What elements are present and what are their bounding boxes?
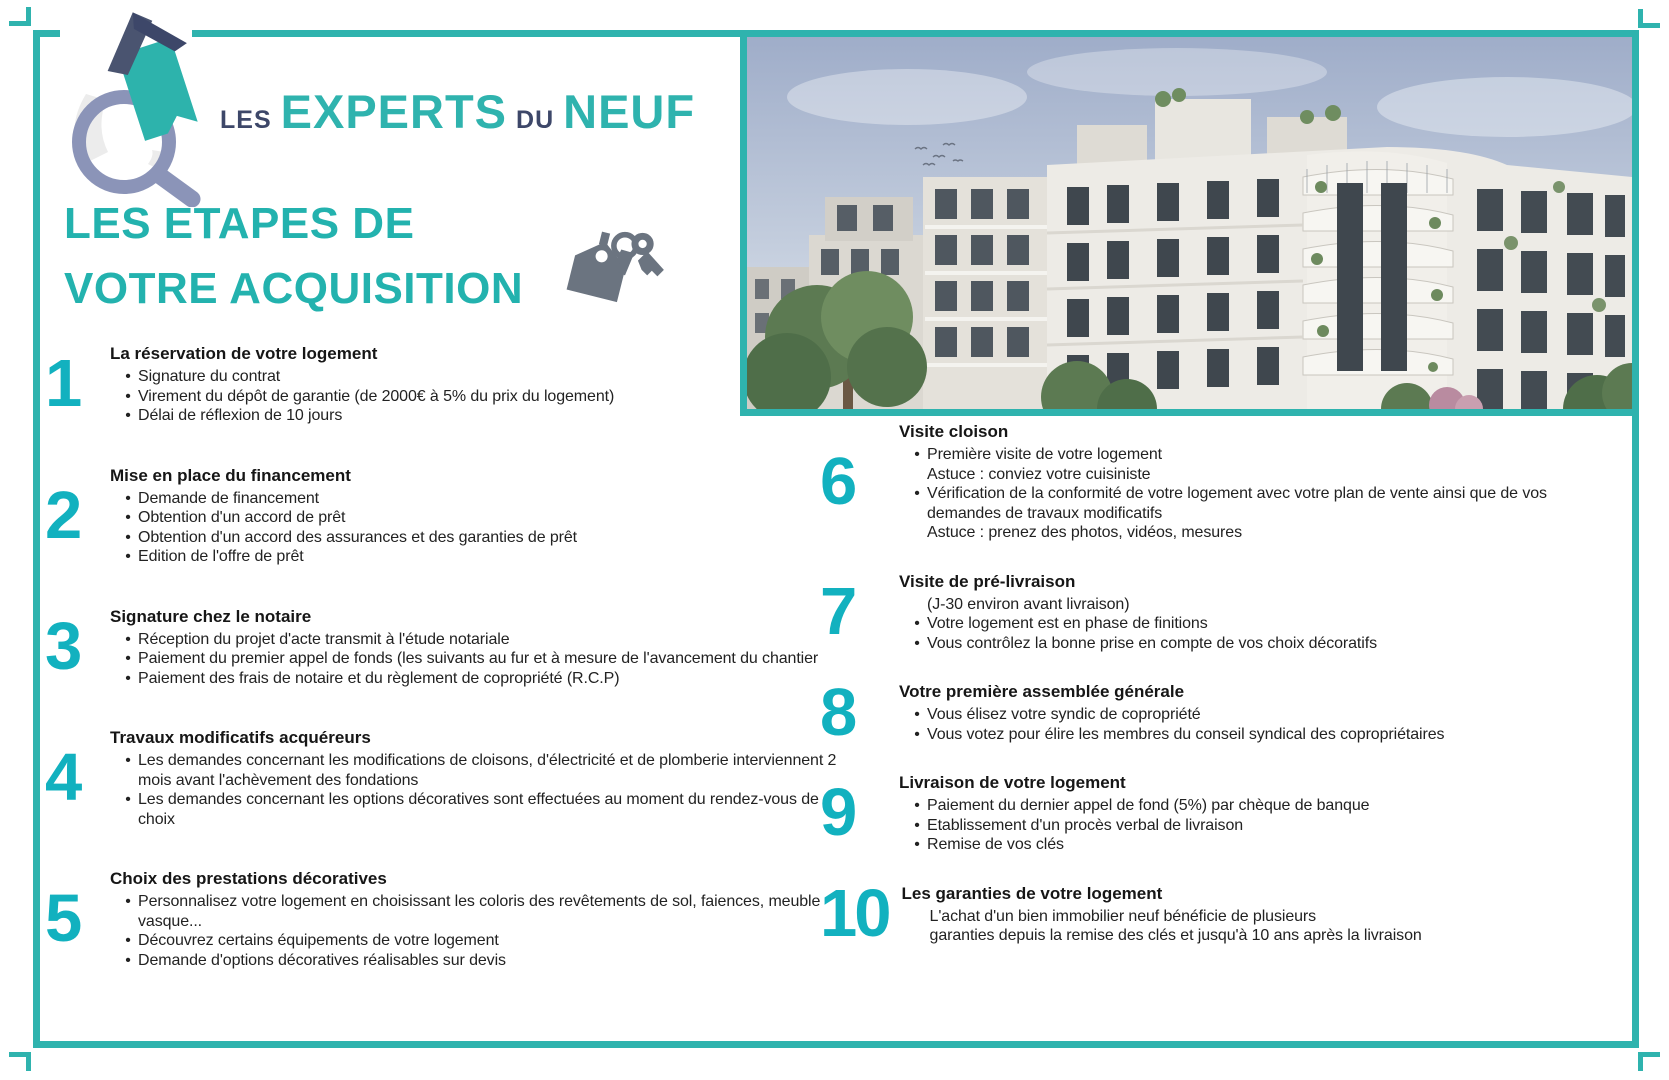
item-text: Délai de réflexion de 10 jours [138, 407, 343, 425]
item-text: Obtention d'un accord des assurances et des garanties de prêt [138, 528, 578, 546]
brand-word-les: LES [220, 106, 272, 134]
step-number: 6 [820, 443, 855, 519]
bullet-dot: • [914, 485, 920, 503]
page-title-line1: LES ETAPES DE [64, 199, 415, 248]
step-body [899, 682, 1582, 744]
step-number: 3 [45, 608, 80, 684]
item-text: Votre logement est en phase de finitions [927, 615, 1208, 633]
step-item-row [110, 387, 845, 407]
bullet-dot: • [914, 446, 920, 463]
step-items [899, 445, 1582, 543]
corner-mark-top-left [9, 7, 31, 26]
bullet-dot: • [125, 509, 131, 527]
corner-mark-bottom-right [1638, 1052, 1660, 1071]
step-item [820, 876, 1582, 952]
step-item [45, 344, 845, 426]
brand-word-du: DU [516, 106, 555, 134]
step-items [110, 489, 845, 567]
step-body [899, 773, 1582, 855]
step-items [902, 907, 1582, 946]
step-item-row [899, 816, 1582, 836]
item-text: Personnalisez votre logement en choisissant les coloris des revêtements de sol, faiences, meuble vasque... [138, 893, 821, 930]
step-body [899, 422, 1582, 543]
item-text: Vous élisez votre syndic de copropriété [927, 706, 1201, 724]
step-item [45, 869, 845, 970]
step-item-row [902, 926, 1582, 946]
step-item-row [110, 751, 845, 790]
step-item-row [899, 835, 1582, 855]
steps-column-left [45, 344, 845, 1010]
item-text: Vérification de la conformité de votre logement avec votre plan de vente ainsi que de vos demandes de travaux modificatifs [927, 485, 1547, 522]
bullet-dot: • [914, 797, 920, 815]
step-item-row [110, 367, 845, 387]
bullet-dot: • [914, 725, 920, 743]
step-item-row [899, 445, 1582, 465]
step-item-row [899, 465, 1582, 485]
bullet-dot: • [125, 669, 131, 687]
step-item-row [110, 951, 845, 971]
bullet-dot: • [914, 816, 920, 834]
step-item-row [899, 725, 1582, 745]
step-title: Choix des prestations décoratives [110, 869, 387, 889]
step-body [110, 607, 845, 689]
step-number: 5 [45, 881, 80, 957]
step-item-row [110, 547, 845, 567]
step-item-row [899, 523, 1582, 543]
brand-logo [52, 2, 712, 197]
item-text: Les demandes concernant les modifications de cloisons, d'électricité et de plomberie interviennent 2 mois avant l'achèvement des fondations [138, 752, 837, 789]
bullet-dot: • [125, 893, 131, 911]
item-text: Demande de financement [138, 489, 320, 507]
house-magnifying-glass-icon [52, 2, 222, 207]
item-text: Obtention d'un accord de prêt [138, 509, 346, 527]
step-body [110, 728, 845, 829]
step-body [110, 466, 845, 567]
bullet-dot: • [125, 407, 131, 425]
brand-word-neuf: NEUF [563, 85, 696, 138]
bullet-dot: • [914, 634, 920, 652]
step-item [820, 422, 1582, 543]
item-text: Virement du dépôt de garantie (de 2000€ à 5% du prix du logement) [138, 387, 615, 405]
step-item-row [110, 630, 845, 650]
item-text: Les demandes concernant les options décoratives sont effectuées au moment du rendez-vous de choix [138, 791, 819, 828]
building-photo [740, 30, 1639, 416]
steps-column-right [820, 422, 1582, 975]
bullet-dot: • [125, 548, 131, 566]
item-text: Astuce : prenez des photos, vidéos, mesures [927, 524, 1242, 542]
item-text: Paiement du premier appel de fonds (les suivants au fur et à mesure de l'avancement du chantier [138, 650, 819, 668]
bullet-dot: • [125, 489, 131, 507]
step-items [110, 367, 845, 426]
corner-mark-top-right [1638, 9, 1660, 28]
step-items [899, 595, 1582, 654]
step-item-row [110, 931, 845, 951]
step-item-row [110, 406, 845, 426]
step-number: 1 [45, 346, 80, 422]
building-photo-illustration [747, 37, 1632, 409]
bullet-dot: • [914, 836, 920, 854]
step-item-row [110, 649, 845, 669]
step-item [820, 674, 1582, 750]
item-text: Signature du contrat [138, 368, 281, 385]
bullet-dot: • [125, 791, 131, 809]
step-item-row [899, 796, 1582, 816]
bullet-dot: • [125, 650, 131, 668]
item-text: Etablissement d'un procès verbal de livraison [927, 816, 1244, 834]
step-number: 10 [820, 876, 889, 952]
step-title: Les garanties de votre logement [901, 883, 1163, 903]
step-item-row [899, 634, 1582, 654]
bullet-dot: • [125, 630, 131, 648]
step-item [820, 773, 1582, 855]
step-item-row [902, 907, 1582, 927]
step-items [899, 796, 1582, 855]
step-items [110, 751, 845, 829]
item-text: Remise de vos clés [927, 836, 1064, 854]
item-text: Première visite de votre logement [927, 446, 1163, 463]
step-item-row [899, 705, 1582, 725]
page-title-line2: VOTRE ACQUISITION [64, 263, 524, 313]
step-body [110, 344, 845, 426]
step-item [820, 572, 1582, 654]
corner-mark-bottom-left [9, 1052, 31, 1071]
item-text: Paiement des frais de notaire et du règlement de copropriété (R.C.P) [138, 669, 620, 687]
item-text: Demande d'options décoratives réalisables sur devis [138, 951, 506, 969]
step-item-row [899, 484, 1582, 523]
item-text: Paiement du dernier appel de fond (5%) par chèque de banque [927, 797, 1370, 815]
step-title: La réservation de votre logement [110, 344, 378, 363]
step-item [45, 728, 845, 829]
step-item [45, 466, 845, 567]
brand-wordmark [220, 84, 695, 139]
house-keys-icon [556, 218, 668, 306]
step-number: 4 [45, 740, 80, 816]
item-text: (J-30 environ avant livraison) [927, 595, 1130, 613]
step-item-row [110, 489, 845, 509]
step-item-row [899, 595, 1582, 615]
step-number: 7 [820, 573, 855, 649]
step-title: Visite cloison [899, 422, 1009, 441]
bullet-dot: • [125, 752, 131, 770]
step-title: Signature chez le notaire [110, 606, 312, 626]
step-body [902, 884, 1582, 946]
item-text: Vous votez pour élire les membres du conseil syndical des copropriétaires [927, 725, 1445, 743]
step-title: Visite de pré-livraison [899, 571, 1076, 591]
step-item-row [110, 508, 845, 528]
step-item-row [110, 892, 845, 931]
item-text: Découvrez certains équipements de votre logement [138, 932, 499, 950]
step-body [899, 572, 1582, 654]
bullet-dot: • [914, 615, 920, 633]
step-item-row [899, 614, 1582, 634]
item-text: Edition de l'offre de prêt [138, 548, 304, 566]
item-text: Réception du projet d'acte transmit à l'étude notariale [138, 630, 510, 648]
step-item-row [110, 528, 845, 548]
item-text: Astuce : conviez votre cuisiniste [927, 465, 1151, 483]
bullet-dot: • [125, 951, 131, 969]
step-number: 8 [820, 674, 855, 750]
step-item-row [110, 790, 845, 829]
bullet-dot: • [125, 387, 131, 405]
bullet-dot: • [125, 528, 131, 546]
step-item [45, 607, 845, 689]
item-text: Vous contrôlez la bonne prise en compte de vos choix décoratifs [927, 634, 1377, 652]
bullet-dot: • [125, 932, 131, 950]
step-title: Livraison de votre logement [899, 773, 1126, 793]
bullet-dot: • [914, 706, 920, 724]
step-items [110, 892, 845, 970]
item-text: garanties depuis la remise des clés et jusqu'à 10 ans après la livraison [929, 927, 1422, 945]
step-body [110, 869, 845, 970]
brand-word-experts: EXPERTS [280, 85, 508, 138]
step-number: 9 [820, 775, 855, 851]
page-title [64, 192, 523, 321]
step-items [899, 705, 1582, 744]
step-item-row [110, 669, 845, 689]
step-title: Mise en place du financement [110, 465, 351, 485]
bullet-dot: • [125, 368, 131, 385]
step-number: 2 [45, 477, 80, 553]
item-text: L'achat d'un bien immobilier neuf bénéficie de plusieurs [929, 907, 1317, 925]
step-items [110, 630, 845, 689]
step-title: Votre première assemblée générale [899, 682, 1185, 702]
step-title: Travaux modificatifs acquéreurs [110, 728, 371, 748]
